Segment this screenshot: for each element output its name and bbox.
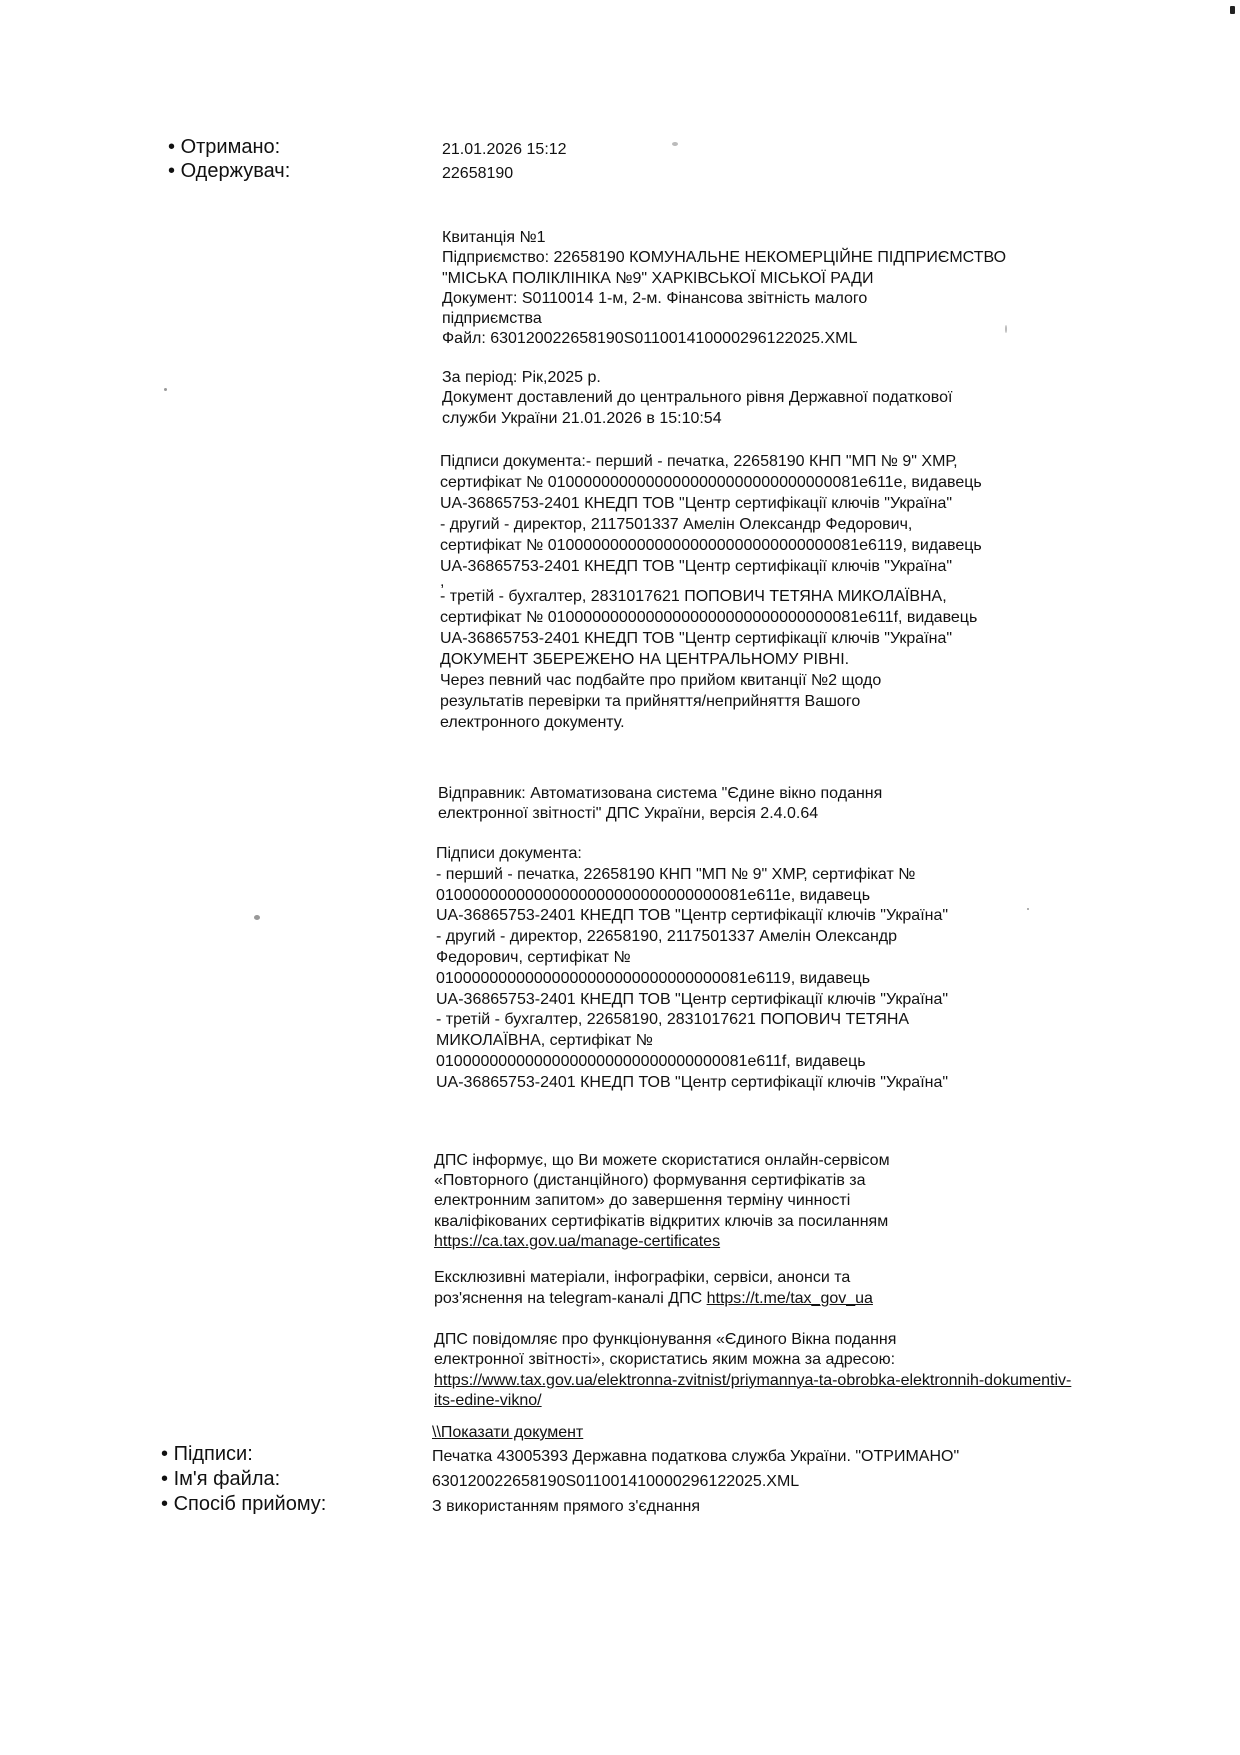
- received-value: 21.01.2026 15:12: [442, 141, 567, 158]
- show-document-link[interactable]: \\Показати документ: [432, 1424, 584, 1441]
- signature-line: Підписи документа:- перший - печатка, 22658190 КНП "МП № 9" ХМР,: [440, 453, 958, 470]
- signature-line: UA-36865753-2401 КНЕДП ТОВ "Центр сертифікації ключів "Україна": [436, 1073, 949, 1091]
- signature-line: - перший - печатка, 22658190 КНП "МП № 9" ХМР, сертифікат №: [436, 865, 916, 883]
- manage-certificates-link[interactable]: https://ca.tax.gov.ua/manage-certificates: [434, 1232, 721, 1250]
- scan-speck: [164, 388, 167, 391]
- signature-line: ДОКУМЕНТ ЗБЕРЕЖЕНО НА ЦЕНТРАЛЬНОМУ РІВНІ.: [440, 651, 850, 669]
- receipt-line: підприємства: [442, 310, 542, 328]
- signature-line: результатів перевірки та прийняття/неприйняття Вашого: [440, 692, 861, 710]
- recipient-value: 22658190: [442, 165, 514, 182]
- signature-line: електронного документу.: [440, 713, 625, 731]
- scan-speck: [672, 142, 678, 146]
- signatures-label: • Підписи:: [161, 1443, 253, 1466]
- signature-line: - другий - директор, 2117501337 Амелін Олександр Федорович,: [440, 515, 913, 533]
- info-line: «Повторного (дистанційного) формування сертифікатів за: [434, 1172, 866, 1190]
- signature-line: сертифікат № 01000000000000000000000000000000081e611f, видавець: [440, 609, 978, 627]
- info-certificates-block: [434, 1151, 890, 1252]
- period-block: [442, 368, 952, 429]
- method-value: З використанням прямого з'єднання: [432, 1498, 701, 1515]
- signatures-value: Печатка 43005393 Державна податкова служба України. "ОТРИМАНО": [432, 1448, 960, 1465]
- info-line: електронної звітності», скористатись яким можна за адресою:: [434, 1351, 896, 1369]
- signature-line: сертифікат № 01000000000000000000000000000000081e6119, видавець: [440, 536, 982, 554]
- signature-line: Федорович, сертифікат №: [436, 948, 631, 966]
- info-line: Ексклюзивні матеріали, інфографіки, сервіси, анонси та: [434, 1269, 851, 1286]
- signature-line: сертифікат № 01000000000000000000000000000000081e611e, видавець: [440, 473, 982, 491]
- signature-line: - третій - бухгалтер, 22658190, 2831017621 ПОПОВИЧ ТЕТЯНА: [436, 1011, 910, 1029]
- signature-line: - другий - директор, 22658190, 2117501337 Амелін Олександр: [436, 928, 898, 946]
- info-telegram-block: [434, 1268, 873, 1309]
- info-single-window-block: [434, 1330, 1071, 1411]
- signature-line: 01000000000000000000000000000000081e611e, видавець: [436, 886, 871, 904]
- signatures-block-2: [436, 844, 948, 1094]
- signature-line: UA-36865753-2401 КНЕДП ТОВ "Центр сертифікації ключів "Україна": [440, 494, 953, 512]
- signature-line: Через певний час подбайте про прийом квитанції №2 щодо: [440, 672, 882, 690]
- telegram-link[interactable]: https://t.me/tax_gov_ua: [706, 1289, 873, 1307]
- signature-line: Підписи документа:: [436, 845, 582, 862]
- period-line: Документ доставлений до центрального рівня Державної податкової: [442, 389, 953, 407]
- signature-line: МИКОЛАЇВНА, сертифікат №: [436, 1032, 653, 1050]
- sender-line: електронної звітності" ДПС України, версія 2.4.0.64: [438, 805, 819, 823]
- receipt-line: "МІСЬКА ПОЛІКЛІНІКА №9" ХАРКІВСЬКОЇ МІСЬКОЇ РАДИ: [442, 269, 874, 287]
- signature-line: ,: [440, 573, 445, 591]
- single-window-link[interactable]: https://www.tax.gov.ua/elektronna-zvitnist/priymannya-ta-obrobka-elektronnih-dokumentiv-: [434, 1371, 1072, 1389]
- info-line: роз'яснення на telegram-каналі ДПС: [434, 1289, 707, 1307]
- recipient-label: • Одержувач:: [168, 160, 290, 183]
- receipt-block: [442, 228, 1006, 350]
- receipt-line: Файл: 630120022658190S01100141000029612​2025.XML: [442, 330, 858, 348]
- period-line: служби України 21.01.2026 в 15:10:54: [442, 409, 722, 427]
- scan-mark: [1230, 6, 1235, 14]
- filename-label: • Ім'я файла:: [161, 1468, 280, 1491]
- info-line: ДПС повідомляє про функціонування «Єдиного Вікна подання: [434, 1331, 897, 1348]
- signatures-block: [440, 452, 982, 734]
- scan-speck: [254, 915, 260, 920]
- period-line: За період: Рік,2025 р.: [442, 369, 601, 386]
- signature-line: - третій - бухгалтер, 2831017621 ПОПОВИЧ ТЕТЯНА МИКОЛАЇВНА,: [440, 588, 947, 606]
- receipt-line: Документ: S0110014 1-м, 2-м. Фінансова звітність малого: [442, 289, 868, 307]
- signature-line: UA-36865753-2401 КНЕДП ТОВ "Центр сертифікації ключів "Україна": [440, 557, 953, 575]
- single-window-link-cont[interactable]: its-edine-vikno/: [434, 1391, 542, 1409]
- sender-block: [438, 784, 882, 825]
- signature-line: 01000000000000000000000000000000081e6119, видавець: [436, 969, 871, 987]
- receipt-line: Підприємство: 22658190 КОМУНАЛЬНЕ НЕКОМЕРЦІЙНЕ ПІДПРИЄМСТВО: [442, 249, 1007, 267]
- receipt-line: Квитанція №1: [442, 229, 546, 246]
- scan-speck: [1027, 908, 1029, 910]
- sender-line: Відправник: Автоматизована система "Єдине вікно подання: [438, 785, 883, 802]
- signature-line: UA-36865753-2401 КНЕДП ТОВ "Центр сертифікації ключів "Україна": [440, 630, 953, 648]
- info-line: кваліфікованих сертифікатів відкритих ключів за посиланням: [434, 1212, 889, 1230]
- scan-speck: [1005, 325, 1007, 333]
- info-line: ДПС інформує, що Ви можете скористатися онлайн-сервісом: [434, 1152, 890, 1169]
- info-line: електронним запитом» до завершення терміну чинності: [434, 1192, 851, 1210]
- signature-line: UA-36865753-2401 КНЕДП ТОВ "Центр сертифікації ключів "Україна": [436, 907, 949, 925]
- method-label: • Спосіб прийому:: [161, 1493, 326, 1516]
- received-label: • Отримано:: [168, 136, 280, 159]
- signature-line: 01000000000000000000000000000000081e611f, видавець: [436, 1052, 866, 1070]
- signature-line: UA-36865753-2401 КНЕДП ТОВ "Центр сертифікації ключів "Україна": [436, 990, 949, 1008]
- filename-value: 630120022658190S011001410000296122025.XML: [432, 1473, 800, 1490]
